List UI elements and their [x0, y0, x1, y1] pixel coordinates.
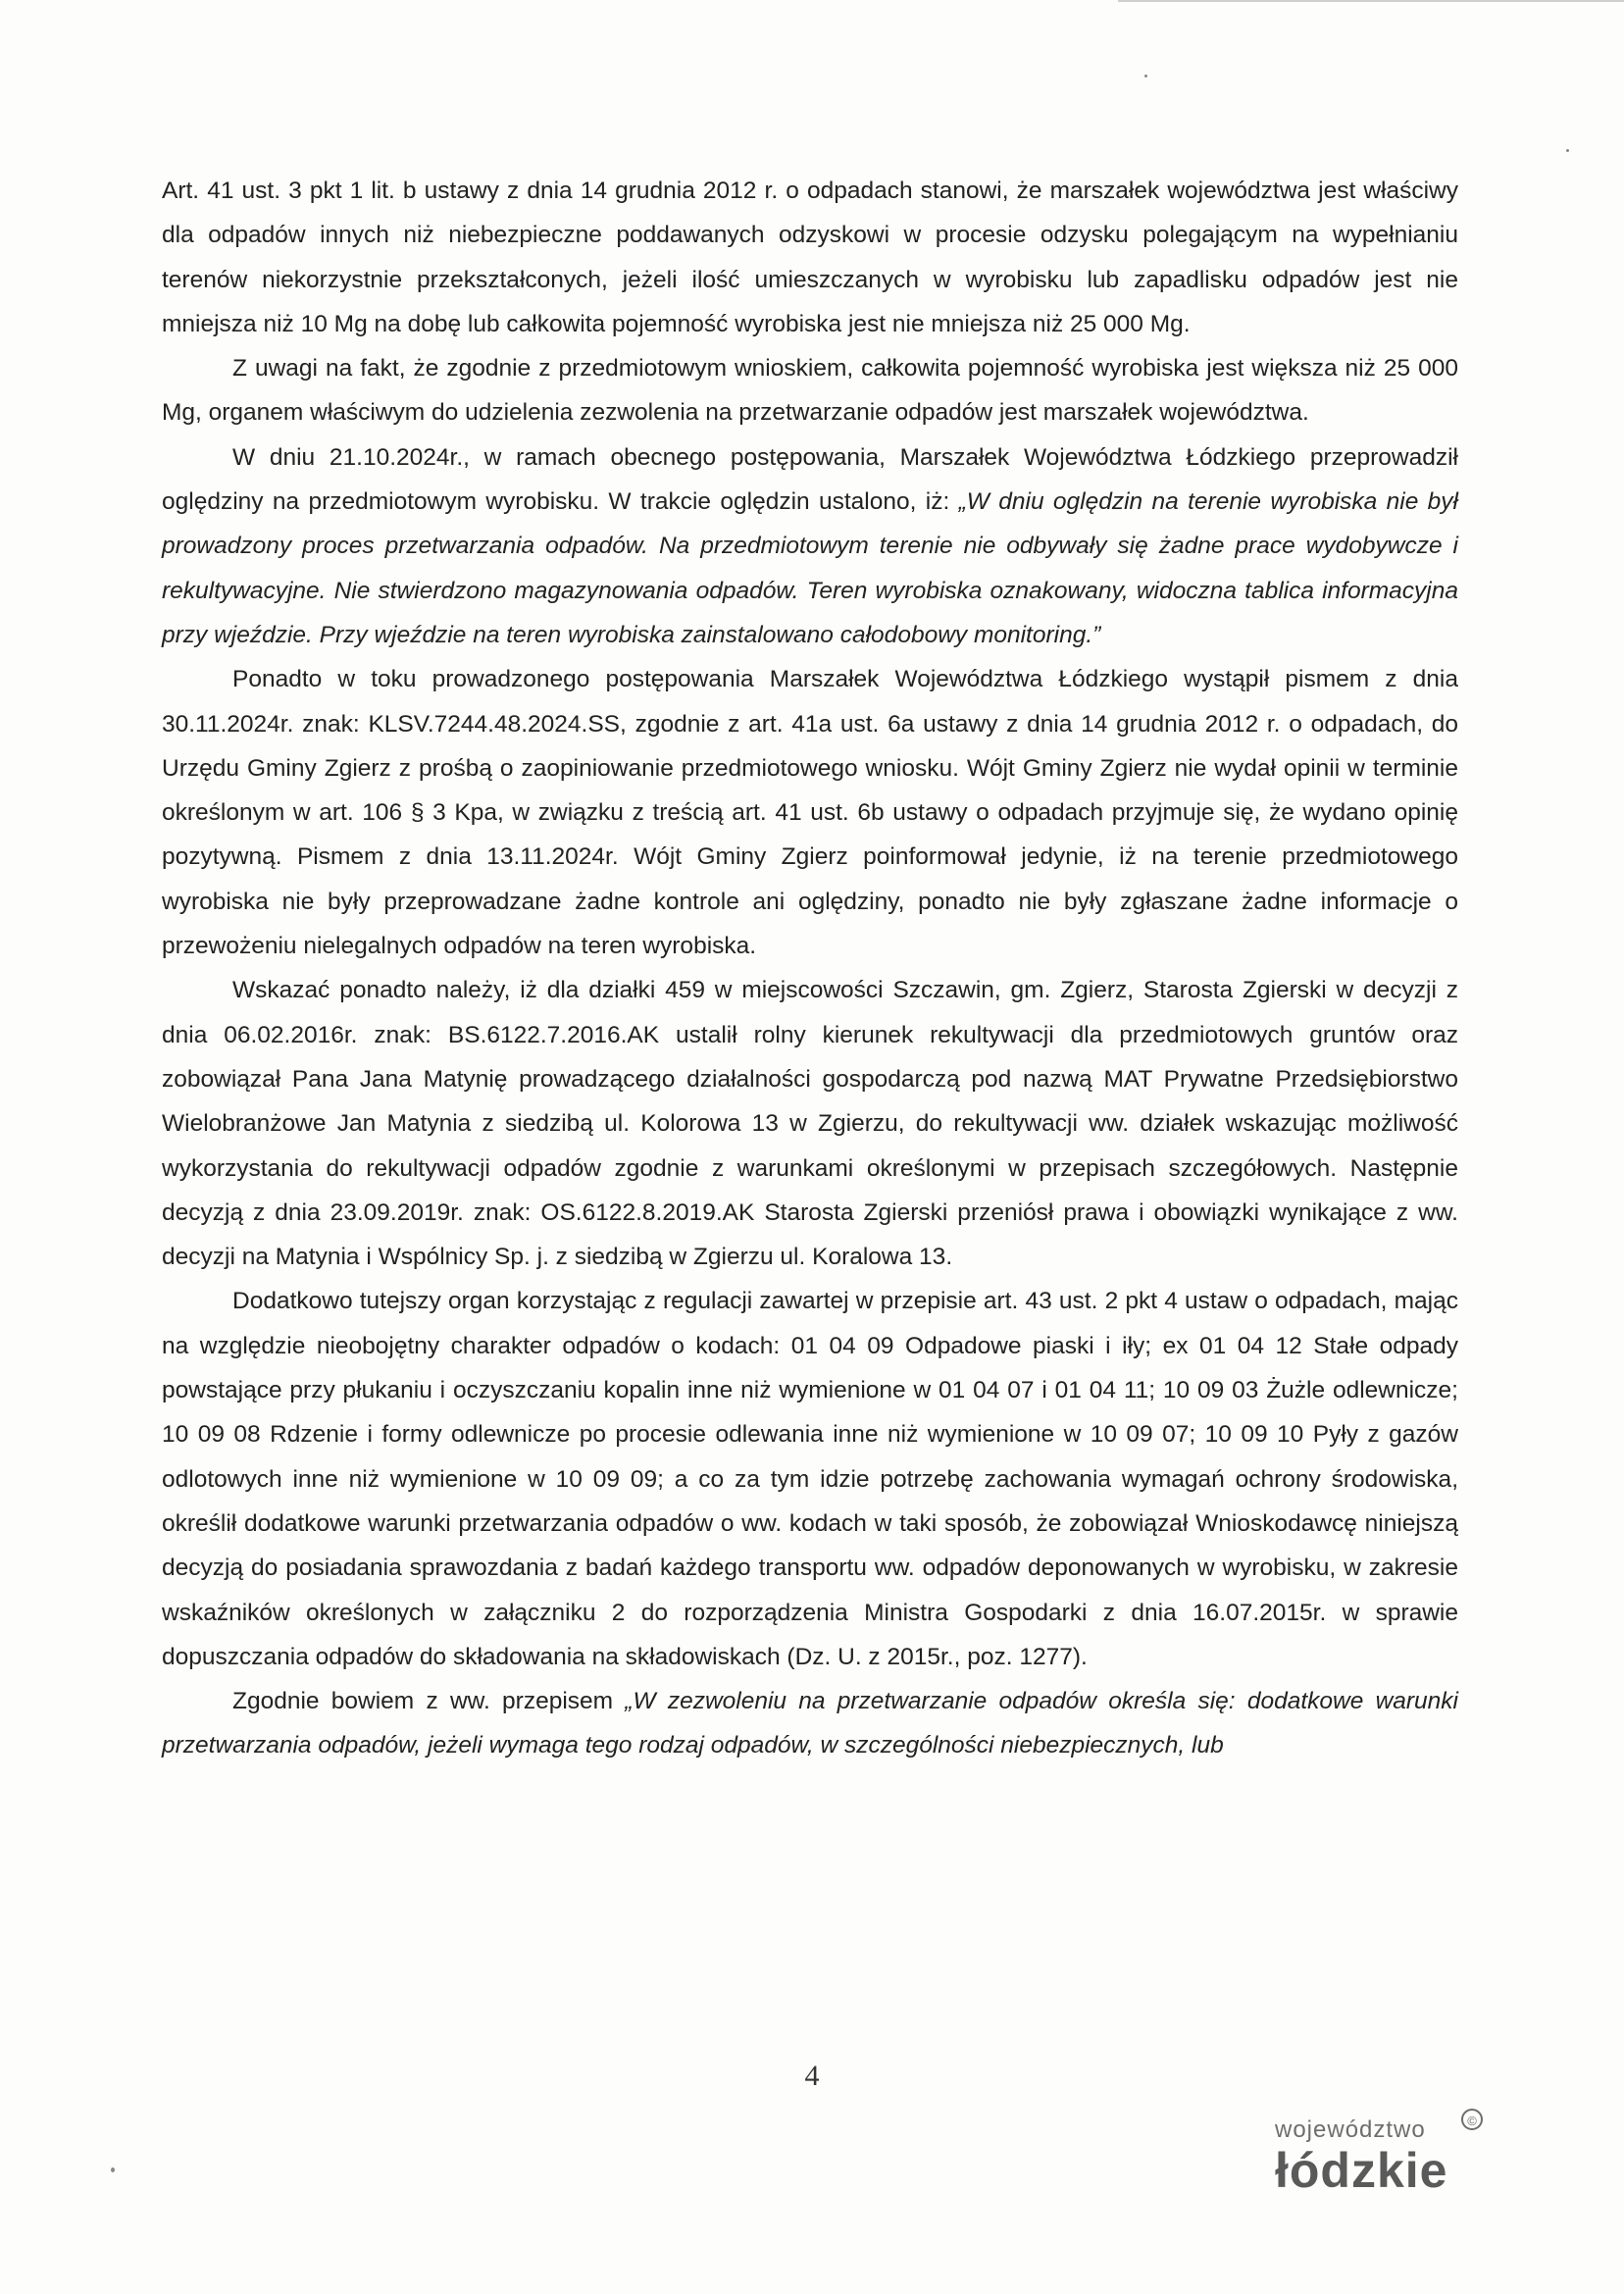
- paragraph-legal-basis: Art. 41 ust. 3 pkt 1 lit. b ustawy z dnia 14 grudnia 2012 r. o odpadach stanowi, że marszałek województwa jest właściwy dla odpadów innych niż niebezpieczne poddawanych odzyskowi w procesie odzysku polegającym na wypełnianiu terenów niekorzystnie przekształconych, jeżeli ilość umieszczanych w wyrobisku lub zapadlisku odpadów jest nie mniejsza niż 10 Mg na dobę lub całkowita pojemność wyrobiska jest nie mniejsza niż 25 000 Mg.: [162, 178, 1458, 337]
- paragraph-municipality-opinion: Ponadto w toku prowadzonego postępowania Marszałek Województwa Łódzkiego wystąpił pismem z dnia 30.11.2024r. znak: KLSV.7244.48.2024.SS, zgodnie z art. 41a ust. 6a ustawy z dnia 14 grudnia 2012 r. o odpadach, do Urzędu Gminy Zgierz z prośbą o zaopiniowanie przedmiotowego wniosku. Wójt Gminy Zgierz nie wydał opinii w terminie określonym w art. 106 § 3 Kpa, w związku z treścią art. 41 ust. 6b ustawy o odpadach przyjmuje się, że wydano opinię pozytywną. Pismem z dnia 13.11.2024r. Wójt Gminy Zgierz poinformował jedynie, iż na terenie przedmiotowego wyrobiska nie były przeprowadzane żadne kontrole ani oględziny, ponadto nie były zgłaszane żadne informacje o przewożeniu nielegalnych odpadów na teren wyrobiska.: [162, 666, 1458, 960]
- page-number: 4: [804, 2060, 820, 2092]
- paragraph-additional-conditions: Dodatkowo tutejszy organ korzystając z regulacji zawartej w przepisie art. 43 ust. 2 pkt 4 ustaw o odpadach, mając na względzie nieobojętny charakter odpadów o kodach: 01 04 09 Odpadowe piaski i iły; ex 01 04 12 Stałe odpady powstające przy płukaniu i oczyszczaniu kopalin inne niż wymienione w 01 04 07 i 01 04 11; 10 09 03 Żużle odlewnicze; 10 09 08 Rdzenie i formy odlewnicze po procesie odlewania inne niż wymienione w 10 09 07; 10 09 10 Pyły z gazów odlotowych inne niż wymienione w 10 09 09; a co za tym idzie potrzebę zachowania wymagań ochrony środowiska, określił dodatkowe warunki przetwarzania odpadów o ww. kodach w taki sposób, że zobowiązał Wnioskodawcę niniejszą decyzją do posiadania sprawozdania z badań każdego transportu ww. odpadów deponowanych w wyrobisku, w zakresie wskaźników określonych w załączniku 2 do rozporządzenia Ministra Gospodarki z dnia 16.07.2015r. w sprawie dopuszczania odpadów do składowania na składowiskach (Dz. U. z 2015r., poz. 1277).: [162, 1288, 1458, 1670]
- paragraph-competent-authority: Z uwagi na fakt, że zgodnie z przedmiotowym wnioskiem, całkowita pojemność wyrobiska jest większa niż 25 000 Mg, organem właściwym do udzielenia zezwolenia na przetwarzanie odpadów jest marszałek województwa.: [162, 355, 1458, 427]
- document-body: [162, 169, 1458, 1768]
- paragraph-reclamation-decision: Wskazać ponadto należy, iż dla działki 459 w miejscowości Szczawin, gm. Zgierz, Starosta Zgierski w decyzji z dnia 06.02.2016r. znak: BS.6122.7.2016.AK ustalił rolny kierunek rekultywacji dla przedmiotowych gruntów oraz zobowiązał Pana Jana Matynię prowadzącego działalności gospodarczą pod nazwą MAT Prywatne Przedsiębiorstwo Wielobranżowe Jan Matynia z siedzibą ul. Kolorowa 13 w Zgierzu, do rekultywacji ww. działek wskazując możliwość wykorzystania do rekultywacji odpadów zgodnie z warunkami określonymi w przepisach szczegółowych. Następnie decyzją z dnia 23.09.2019r. znak: OS.6122.8.2019.AK Starosta Zgierski przeniósł prawa i obowiązki wynikające z ww. decyzji na Matynia i Wspólnicy Sp. j. z siedzibą w Zgierzu ul. Koralowa 13.: [162, 977, 1458, 1271]
- copyright-icon: ©: [1461, 2109, 1483, 2130]
- inspection-lead: W dniu 21.10.2024r., w ramach obecnego postępowania, Marszałek Województwa Łódzkiego przeprowadził oględziny na przedmiotowym wyrobisku. W trakcie oględzin ustalono, iż:: [162, 443, 1458, 516]
- legal-quote-lead: Zgodnie bowiem z ww. przepisem: [232, 1688, 626, 1715]
- logo-line-2: łódzkie: [1275, 2143, 1448, 2198]
- legal-quote: „W zezwoleniu na przetwarzanie odpadów określa się: dodatkowe warunki przetwarzania odpadów, jeżeli wymaga tego rodzaj odpadów, w szczególności niebezpiecznych, lub: [162, 1688, 1458, 1759]
- inspection-quote: „W dniu oględzin na terenie wyrobiska nie był prowadzony proces przetwarzania odpadów. Na przedmiotowym terenie nie odbywały się żadne prace wydobywcze i rekultywacyjne. Nie stwierdzono magazynowania odpadów. Teren wyrobiska oznakowany, widoczna tablica informacyjna przy wjeździe. Przy wjeździe na teren wyrobiska zainstalowano całodobowy monitoring.”: [162, 488, 1458, 648]
- region-logo: [1275, 2109, 1491, 2197]
- paragraph-inspection: [162, 435, 1458, 657]
- logo-line-1: województwo: [1275, 2116, 1426, 2143]
- scan-speck: [111, 2167, 115, 2172]
- paragraph-legal-quote: [162, 1679, 1458, 1768]
- scan-edge-line: [1118, 0, 1624, 2]
- scan-speck: [1566, 149, 1569, 152]
- scan-speck: [1144, 75, 1147, 77]
